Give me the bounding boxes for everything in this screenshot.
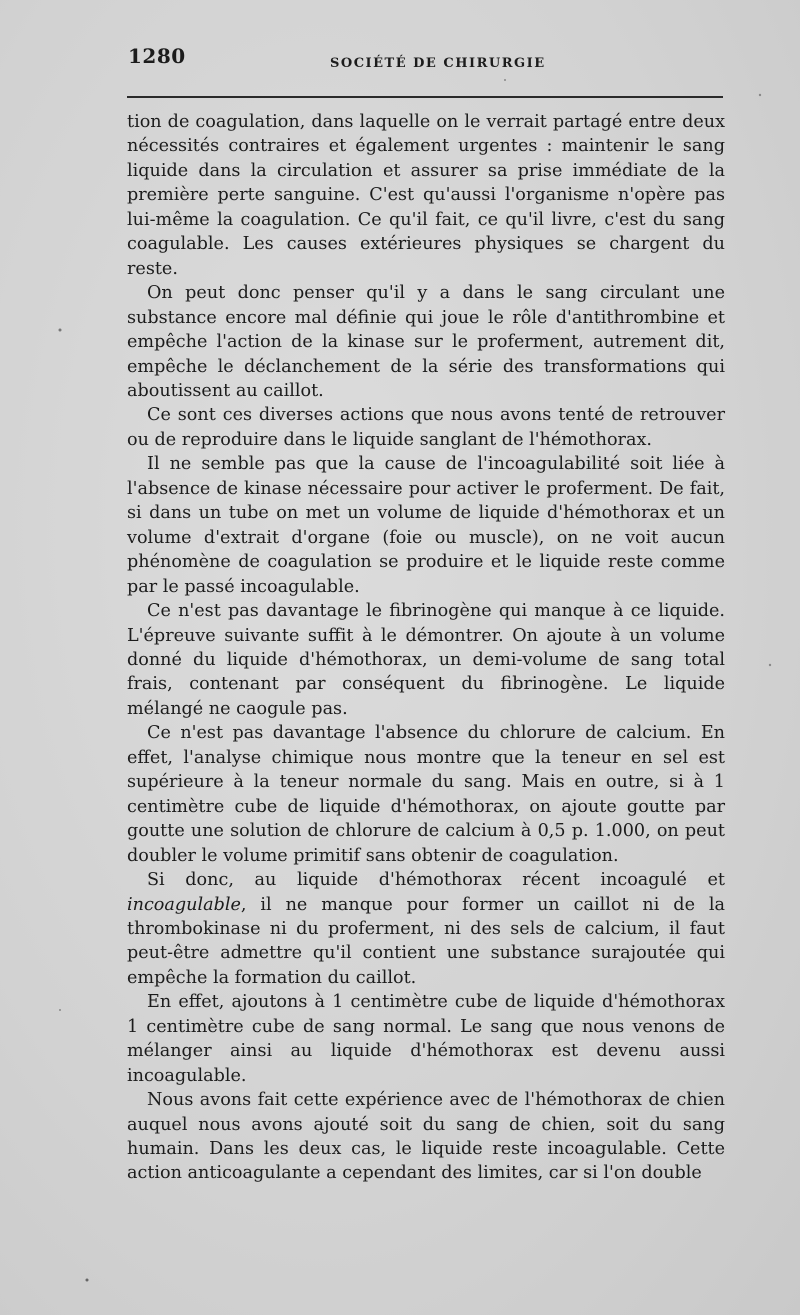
paragraph-text: , il ne manque pour former un caillot ni de la thrombokinase ni du proferment, ni des sels de calcium, il faut peut-être admettre qu'il contient une substance surajoutée qui empêche la formation du caillot.: [127, 894, 725, 988]
paragraph-text: tion de coagulation, dans laquelle on le verrait partagé entre deux nécessités contraires et également urgentes : maintenir le sang liquide dans la circulation et assurer sa prise immédiate de la première perte sanguine. C'est qu'aussi l'organisme n'opère pas lui-même la coagulation. Ce qu'il fait, ce qu'il livre, c'est du sang coagulable. Les causes extérieures physiques se chargent du reste.: [127, 112, 725, 279]
header-rule: [127, 96, 723, 98]
paragraph: [127, 281, 725, 403]
paragraph: [127, 1088, 725, 1186]
paragraph: [127, 452, 725, 599]
paragraph-text: En effet, ajoutons à 1 centimètre cube de liquide d'hémothorax 1 centimètre cube de sang normal. Le sang que nous venons de mélanger ainsi au liquide d'hémothorax est devenu aussi incoagulable.: [127, 992, 725, 1086]
paragraph-text: Si donc, au liquide d'hémothorax récent incoagulé et: [147, 870, 725, 891]
paragraph-text: On peut donc penser qu'il y a dans le sang circulant une substance encore mal définie qui joue le rôle d'antithrombine et empêche l'action de la kinase sur le proferment, autrement dit, empêche le déclanchement de la série des transformations qui aboutissent au caillot.: [127, 283, 725, 401]
paragraph: [127, 110, 725, 281]
paragraph-text: Il ne semble pas que la cause de l'incoagulabilité soit liée à l'absence de kinase nécessaire pour activer le proferment. De fait, si dans un tube on met un volume de liquide d'hémothorax et un volume d'extrait d'organe (foie ou muscle), on ne voit aucun phénomène de coagulation se produire et le liquide reste comme par le passé incoagulable.: [127, 454, 725, 597]
paragraph-text: Nous avons fait cette expérience avec de l'hémothorax de chien auquel nous avons ajouté soit du sang de chien, soit du sang humain. Dans les deux cas, le liquide reste incoagulable. Cette action anticoagulante a cependant des limites, car si l'on double: [127, 1090, 725, 1184]
paragraph-text: Ce sont ces diverses actions que nous avons tenté de retrouver ou de reproduire dans le liquide sanglant de l'hémothorax.: [127, 405, 725, 450]
paragraph: [127, 599, 725, 721]
paragraph: [127, 868, 725, 990]
paragraph-text: Ce n'est pas davantage l'absence du chlorure de calcium. En effet, l'analyse chimique nous montre que la teneur en sel est supérieure à la teneur normale du sang. Mais en outre, si à 1 centimètre cube de liquide d'hémothorax, on ajoute goutte par goutte une solution de chlorure de calcium à 0,5 p. 1.000, on peut doubler le volume primitif sans obtenir de coagulation.: [127, 723, 725, 866]
body-text: [127, 110, 725, 1186]
running-title: SOCIÉTÉ DE CHIRURGIE: [330, 56, 546, 71]
page-number: 1280: [128, 44, 186, 68]
paragraph: [127, 721, 725, 868]
italic-text: incoagulable: [127, 894, 241, 915]
paragraph-text: Ce n'est pas davantage le fibrinogène qui manque à ce liquide. L'épreuve suivante suffit à le démontrer. On ajoute à un volume donné du liquide d'hémothorax, un demi-volume de sang total frais, contenant par conséquent du fibrinogène. Le liquide mélangé ne caogule pas.: [127, 601, 725, 719]
paragraph: [127, 403, 725, 452]
paragraph: [127, 990, 725, 1088]
